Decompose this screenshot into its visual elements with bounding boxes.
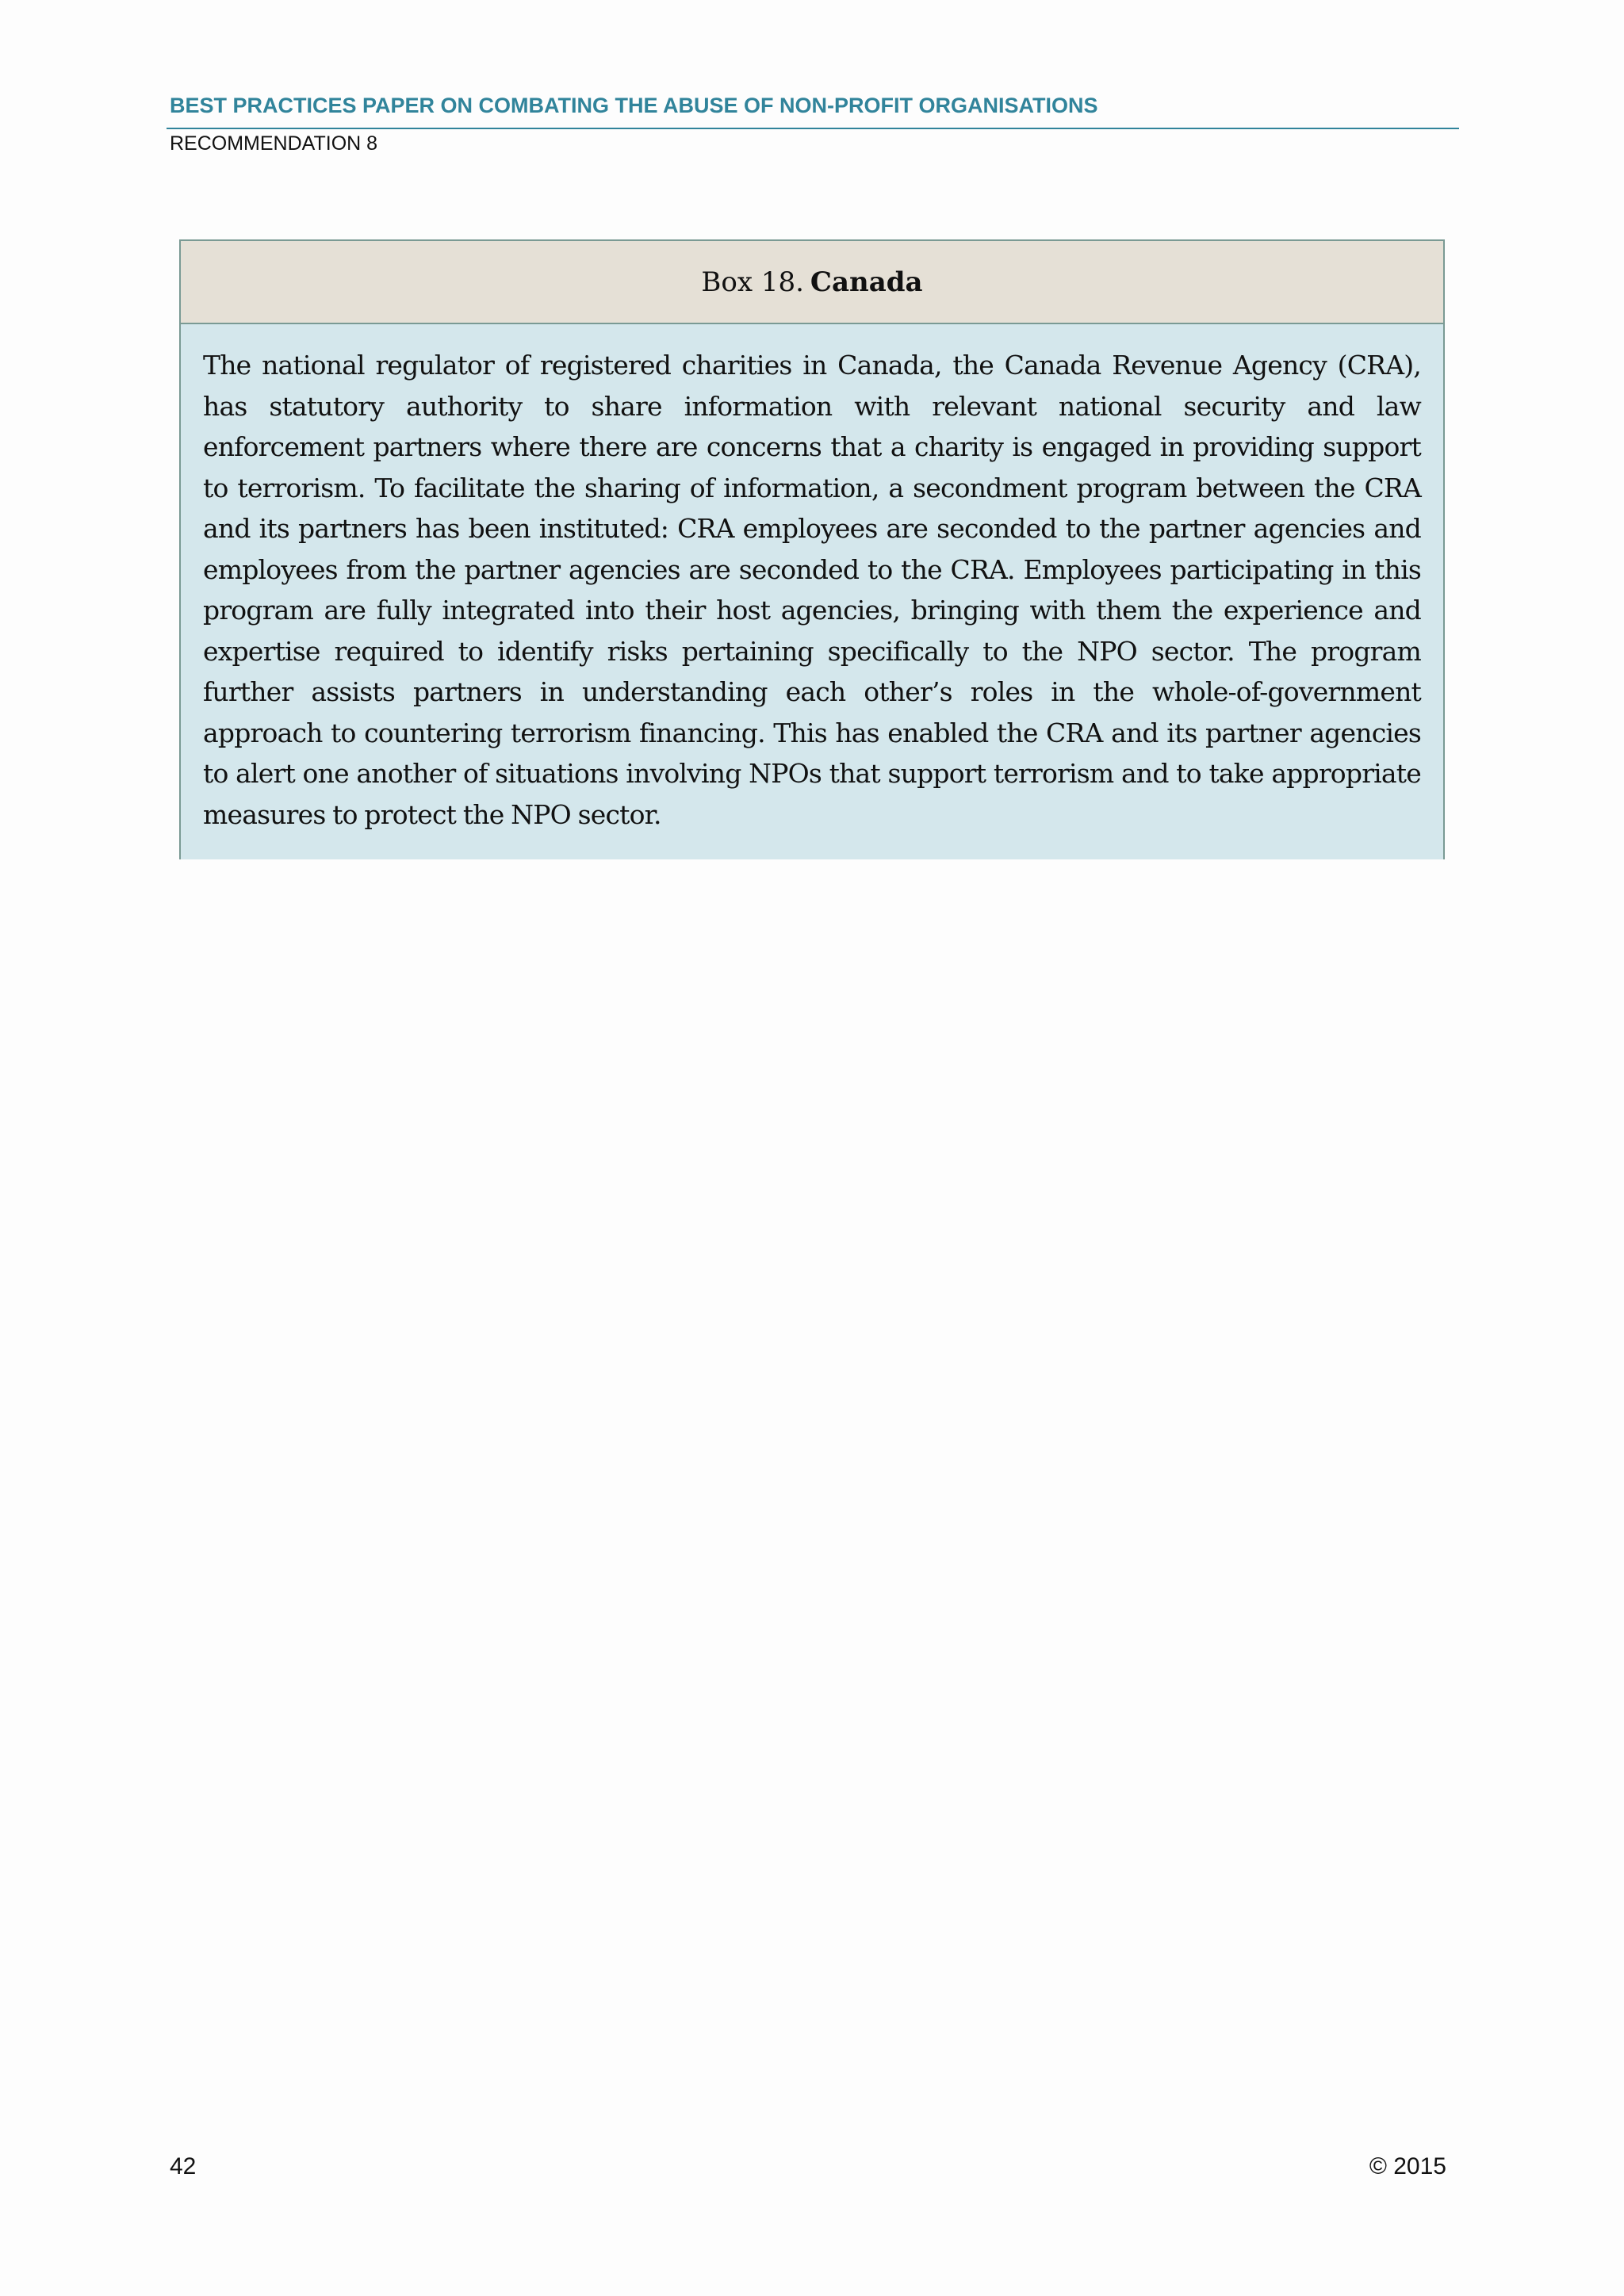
box-header — [181, 241, 1443, 324]
box-paragraph: The national regulator of registered charities in Canada, the Canada Revenue Agency (CRA), has statutory authority to share information with relevant national security and law enforcement partners where there are concerns that a charity is engaged in providing support to terrorism. To facilitate the sharing of information, a secondment program between the CRA and its partners has been instituted: CRA employees are seconded to the partner agencies and employees from the partner agencies are seconded to the CRA. Employees participating in this program are fully integrated into their host agencies, bringing with them the experience and expertise required to identify risks pertaining specifically to the NPO sector. The program further assists partners in understanding each other’s roles in the whole-of-government approach to countering terrorism financing. This has enabled the CRA and its partner agencies to alert one another of situations involving NPOs that support terrorism and to take appropriate measures to protect the NPO sector. — [203, 350, 1421, 830]
case-study-box — [179, 239, 1445, 859]
box-label: Box 18. — [701, 266, 804, 298]
header-divider — [167, 128, 1459, 129]
page-number: 42 — [170, 2153, 197, 2179]
section-subtitle: RECOMMENDATION 8 — [170, 132, 378, 155]
box-country: Canada — [810, 266, 923, 298]
copyright: © 2015 — [1369, 2153, 1446, 2179]
box-body — [181, 324, 1443, 859]
document-title: BEST PRACTICES PAPER ON COMBATING THE ABUSE OF NON-PROFIT ORGANISATIONS — [170, 94, 1098, 117]
